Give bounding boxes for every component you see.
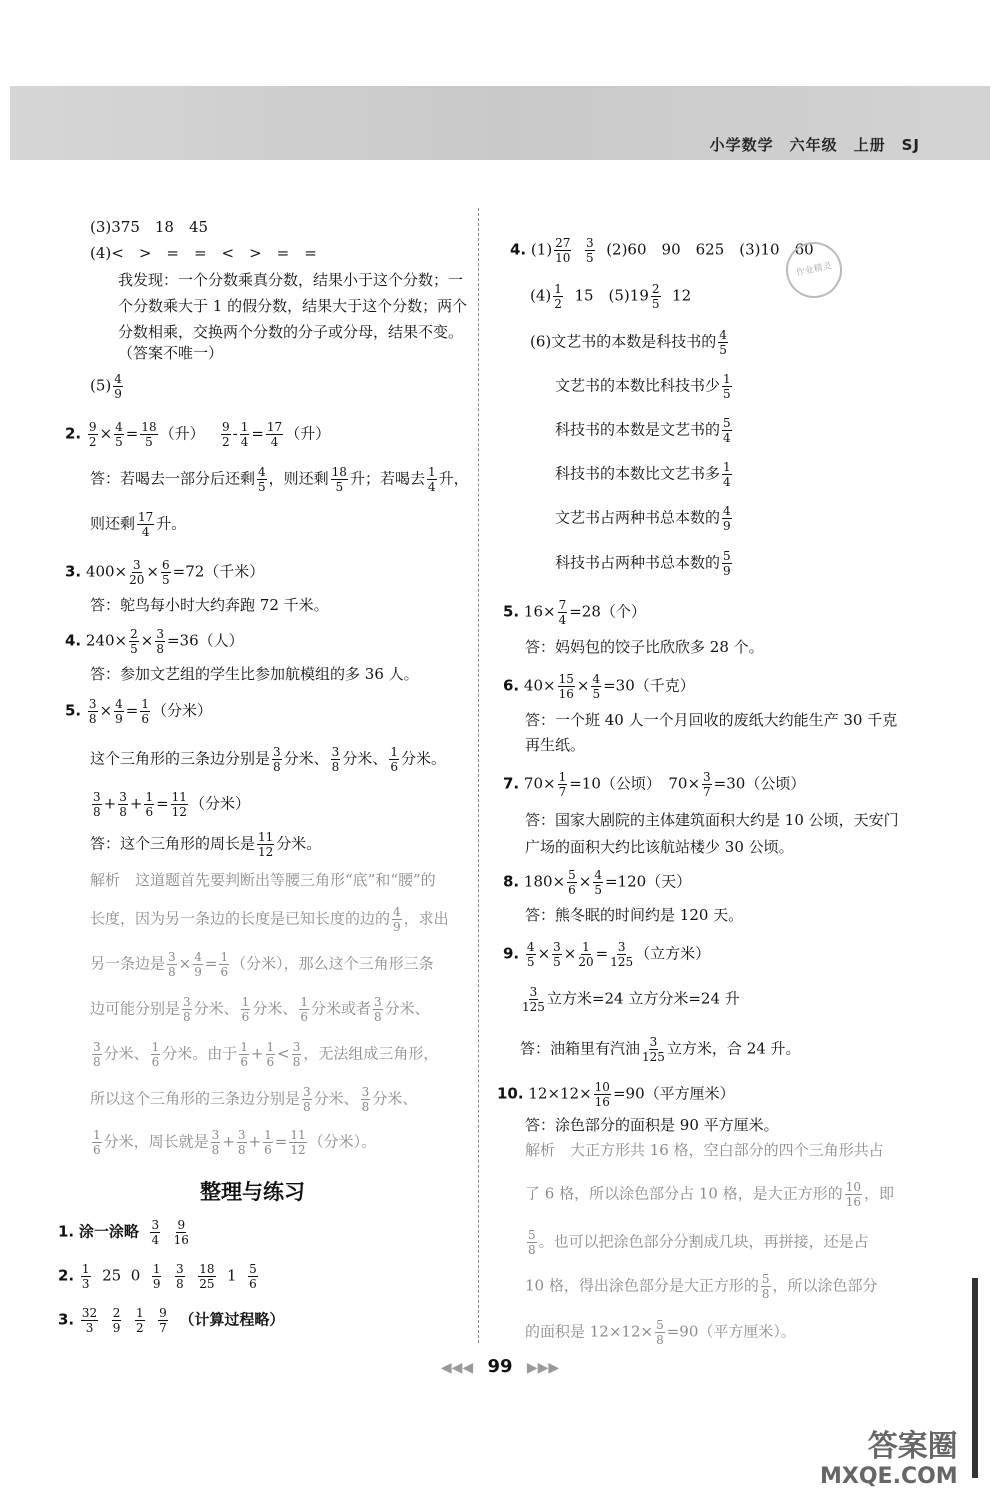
fraction: $\frac{3}{8}$ — [119, 790, 127, 819]
right-q4-6: (6)文艺书的本数是科技书的 $\frac{4}{5}$ — [530, 328, 727, 357]
fraction: $\frac{1}{6}$ — [220, 950, 229, 979]
text-line: 我发现：一个分数乘真分数，结果小于这个分数；一 — [118, 271, 464, 289]
fraction: $\frac{1}{4}$ — [723, 460, 731, 489]
fraction: $\frac{3}{8}$ — [176, 1262, 184, 1291]
explanation-line: 另一条边是 $\frac{3}{8}$ × $\frac{4}{9}$ = $\frac{1}{6}$ （分米），那么这个三角形三条 — [90, 950, 434, 979]
fraction: $\frac{4}{9}$ — [393, 905, 401, 934]
fraction: $\frac{11}{12}$ — [290, 1128, 306, 1157]
question-5-answer: 答：这个三角形的周长是 $\frac{11}{12}$ 分米。 — [90, 830, 322, 859]
fraction: $\frac{4}{9}$ — [194, 950, 202, 979]
fraction: $\frac{3}{8}$ — [183, 995, 191, 1024]
fraction: $\frac{5}{4}$ — [723, 416, 731, 445]
fraction: $\frac{4}{5}$ — [592, 672, 601, 701]
right-q10-answer: 答：涂色部分的面积是 90 平方厘米。 — [525, 1116, 779, 1134]
fraction: $\frac{3}{20}$ — [129, 558, 145, 587]
fraction: $\frac{3}{8}$ — [292, 1040, 301, 1069]
explanation-line: 解析 大正方形共 16 格，空白部分的四个三角形共占 — [525, 1141, 884, 1159]
question-2-equation: 2. $\frac{9}{2}$ × $\frac{4}{5}$ = $\frac{18}{5}$ （升） $\frac{9}{2}$ - $\frac{1}{4}$ = $\frac{17}{4}$ （升） — [65, 420, 331, 449]
explanation-line: 了 6 格，所以涂色部分占 10 格，是大正方形的 $\frac{10}{16}$ ，即 — [525, 1180, 895, 1209]
fraction: $\frac{3}{5}$ — [586, 236, 594, 265]
text-line: 个分数乘大于 1 的假分数，结果大于这个分数；两个 — [118, 297, 468, 315]
question-3-equation: 3. 400× $\frac{3}{20}$ × $\frac{6}{5}$ =72（千米） — [65, 558, 265, 587]
right-q8-answer: 答：熊冬眠的时间约是 120 天。 — [525, 906, 744, 924]
stamp-logo: 作业精灵 — [781, 237, 847, 303]
fraction: $\frac{3}{8}$ — [88, 697, 97, 726]
fraction: $\frac{3}{8}$ — [237, 1128, 246, 1157]
fraction: $\frac{1}{4}$ — [240, 420, 249, 449]
question-4-equation: 4. 240× $\frac{2}{5}$ × $\frac{3}{8}$ =36（人） — [65, 627, 244, 656]
explanation-line: 10 格，得出涂色部分是大正方形的 $\frac{5}{8}$ ，所以涂色部分 — [525, 1272, 878, 1301]
fraction: $\frac{4}{5}$ — [719, 328, 727, 357]
fraction: $\frac{3}{8}$ — [303, 1085, 311, 1114]
practice-2: 2. $\frac{1}{3}$ 25 0 $\frac{1}{9}$ $\frac{3}{8}$ $\frac{18}{25}$ 1 $\frac{5}{6}$ — [58, 1262, 257, 1291]
answer-line: (4)< > = = < > = = — [90, 244, 317, 262]
column-divider — [478, 208, 479, 1343]
fraction: $\frac{3}{8}$ — [168, 950, 176, 979]
fraction: $\frac{3}{8}$ — [361, 1085, 370, 1114]
fraction: $\frac{3}{4}$ — [151, 1218, 160, 1247]
right-q5-answer: 答：妈妈包的饺子比欣欣多 28 个。 — [525, 638, 764, 656]
explanation-line: 所以这个三角形的三条边分别是 $\frac{3}{8}$ 分米、 $\frac{3}{8}$ 分米、 — [90, 1085, 418, 1114]
right-q10-equation: 10. 12×12× $\frac{10}{16}$ =90（平方厘米） — [497, 1080, 735, 1109]
fraction: $\frac{9}{7}$ — [159, 1306, 167, 1335]
fraction: $\frac{3}{5}$ — [553, 940, 561, 969]
question-2-answer: 答：若喝去一部分后还剩 $\frac{4}{5}$ ，则还剩 $\frac{18}{5}$ 升；若喝去 $\frac{1}{4}$ 升， — [90, 465, 469, 494]
fraction: $\frac{3}{125}$ — [522, 985, 545, 1014]
fraction: $\frac{1}{2}$ — [135, 1306, 144, 1335]
fraction: $\frac{1}{2}$ — [554, 282, 562, 311]
fraction: $\frac{4}{9}$ — [115, 697, 123, 726]
right-q7-equation: 7. 70× $\frac{1}{7}$ =10（公顷） 70× $\frac{3}{7}$ =30（公顷） — [503, 770, 806, 799]
fraction: $\frac{1}{6}$ — [264, 1128, 272, 1157]
fraction: $\frac{3}{8}$ — [273, 745, 281, 774]
right-q6-answer: 答：一个班 40 人一个月回收的废纸大约能生产 30 千克 — [525, 711, 898, 729]
fraction: $\frac{15}{16}$ — [558, 672, 574, 701]
fraction: $\frac{11}{12}$ — [171, 790, 187, 819]
fraction: $\frac{4}{5}$ — [526, 940, 535, 969]
text-line: （答案不唯一） — [118, 344, 224, 362]
explanation-line: 长度，因为另一条边的长度是已知长度的边的 $\frac{4}{9}$ ，求出 — [90, 905, 449, 934]
explanation-line: $\frac{5}{8}$ 。也可以把涂色部分分割成几块，再拼接，还是占 — [528, 1228, 869, 1257]
right-q9-conversion: $\frac{3}{125}$ 立方米=24 立方分米=24 升 — [522, 985, 740, 1014]
fraction: $\frac{5}{8}$ — [528, 1228, 536, 1257]
fraction: $\frac{6}{5}$ — [161, 558, 170, 587]
explanation-line: 解析 这道题首先要判断出等腰三角形“底”和“腰”的 — [90, 871, 436, 889]
fraction: $\frac{1}{3}$ — [81, 1262, 90, 1291]
fraction: $\frac{2}{9}$ — [112, 1306, 121, 1335]
right-q4-6: 科技书的本数是文艺书的 $\frac{5}{4}$ — [555, 416, 731, 445]
fraction: $\frac{5}{8}$ — [656, 1318, 664, 1347]
practice-3: 3. $\frac{32}{3}$ $\frac{2}{9}$ $\frac{1}{2}$ $\frac{9}{7}$ （计算过程略） — [58, 1306, 285, 1335]
question-2-answer: 则还剩 $\frac{17}{4}$ 升。 — [90, 510, 187, 539]
fraction: $\frac{7}{4}$ — [558, 598, 567, 627]
fraction: $\frac{1}{6}$ — [141, 697, 149, 726]
fraction: $\frac{3}{8}$ — [331, 745, 340, 774]
fraction: $\frac{3}{8}$ — [93, 1040, 101, 1069]
question-5-sum: $\frac{3}{8}$ + $\frac{3}{8}$ + $\frac{1}{6}$ = $\frac{11}{12}$ （分米） — [93, 790, 250, 819]
question-4-answer: 答：参加文艺组的学生比参加航模组的多 36 人。 — [90, 665, 419, 683]
prev-arrows-icon: ◀◀◀ — [440, 1360, 474, 1376]
fraction: $\frac{3}{8}$ — [211, 1128, 220, 1157]
fraction: $\frac{1}{6}$ — [390, 745, 398, 774]
fraction: $\frac{4}{5}$ — [115, 420, 123, 449]
right-q9-answer: 答：油箱里有汽油 $\frac{3}{125}$ 立方米，合 24 升。 — [520, 1035, 801, 1064]
fraction: $\frac{4}{9}$ — [114, 372, 122, 401]
fraction: $\frac{10}{16}$ — [845, 1180, 861, 1209]
fraction: $\frac{18}{5}$ — [331, 465, 347, 494]
fraction: $\frac{3}{8}$ — [156, 627, 164, 656]
page-footer — [0, 1356, 1000, 1377]
right-q7-answer: 广场的面积大约比该航站楼少 30 公顷。 — [525, 838, 794, 856]
fraction: $\frac{17}{4}$ — [266, 420, 283, 449]
section-title: 整理与练习 — [200, 1180, 305, 1204]
fraction: $\frac{3}{125}$ — [610, 940, 634, 969]
fraction: $\frac{1}{4}$ — [427, 465, 436, 494]
right-q7-answer: 答：国家大剧院的主体建筑面积大约是 10 公顷，天安门 — [525, 811, 899, 829]
fraction: $\frac{5}{8}$ — [761, 1272, 770, 1301]
fraction: $\frac{17}{4}$ — [138, 510, 154, 539]
fraction: $\frac{1}{6}$ — [266, 1040, 275, 1069]
fraction: $\frac{1}{7}$ — [558, 770, 567, 799]
fraction: $\frac{3}{8}$ — [373, 995, 382, 1024]
right-q4-line: (4) $\frac{1}{2}$ 15 (5)19 $\frac{2}{5}$ 12 — [530, 282, 692, 311]
right-q8-equation: 8. 180× $\frac{5}{6}$ × $\frac{4}{5}$ =120（天） — [503, 868, 692, 897]
fraction: $\frac{32}{3}$ — [81, 1306, 98, 1335]
fraction: $\frac{4}{9}$ — [723, 504, 731, 533]
right-q4-6: 文艺书的本数比科技书少 $\frac{1}{5}$ — [555, 372, 731, 401]
fraction: $\frac{1}{6}$ — [241, 995, 250, 1024]
question-3-answer: 答：鸵鸟每小时大约奔跑 72 千米。 — [90, 596, 329, 614]
fraction: $\frac{11}{12}$ — [258, 830, 274, 859]
practice-1: 1. 涂一涂略 $\frac{3}{4}$ $\frac{9}{16}$ — [58, 1218, 189, 1247]
answer-line: (5) $\frac{4}{9}$ — [90, 372, 122, 401]
explanation-line: 边可能分别是 $\frac{3}{8}$ 分米、 $\frac{1}{6}$ 分米、 $\frac{1}{6}$ 分米或者 $\frac{3}{8}$ 分米、 — [90, 995, 430, 1024]
header-title: 小学数学 六年级 上册 SJ — [709, 136, 920, 154]
fraction: $\frac{1}{6}$ — [151, 1040, 160, 1069]
fraction: $\frac{3}{125}$ — [642, 1035, 665, 1064]
fraction: $\frac{1}{5}$ — [723, 372, 731, 401]
right-q4-6: 科技书占两种书总本数的 $\frac{5}{9}$ — [555, 549, 731, 578]
right-q4-line: 4. (1) $\frac{27}{10}$ $\frac{3}{5}$ (2)60 90 625 (3)10 60 — [510, 236, 814, 265]
fraction: $\frac{10}{16}$ — [594, 1080, 610, 1109]
fraction: $\frac{2}{5}$ — [130, 627, 138, 656]
fraction: $\frac{1}{6}$ — [93, 1128, 101, 1157]
fraction: $\frac{4}{5}$ — [258, 465, 266, 494]
fraction: $\frac{9}{2}$ — [88, 420, 97, 449]
fraction: $\frac{18}{25}$ — [199, 1262, 215, 1291]
question-5-equation: 5. $\frac{3}{8}$ × $\frac{4}{9}$ = $\frac{1}{6}$ （分米） — [65, 697, 213, 726]
fraction: $\frac{5}{6}$ — [568, 868, 576, 897]
explanation-line: 的面积是 12×12× $\frac{5}{8}$ =90（平方厘米）。 — [525, 1318, 796, 1347]
fraction: $\frac{1}{6}$ — [145, 790, 154, 819]
answer-line: (3)375 18 45 — [90, 218, 209, 236]
fraction: $\frac{9}{16}$ — [173, 1218, 189, 1247]
fraction: $\frac{3}{7}$ — [703, 770, 711, 799]
right-q4-6: 文艺书占两种书总本数的 $\frac{4}{9}$ — [555, 504, 731, 533]
fraction: $\frac{3}{8}$ — [93, 790, 101, 819]
fraction: $\frac{18}{5}$ — [141, 420, 157, 449]
question-5-sides: 这个三角形的三条边分别是 $\frac{3}{8}$ 分米、 $\frac{3}{8}$ 分米、 $\frac{1}{6}$ 分米。 — [90, 745, 446, 774]
fraction: $\frac{5}{9}$ — [723, 549, 731, 578]
fraction: $\frac{27}{10}$ — [555, 236, 571, 265]
fraction: $\frac{5}{6}$ — [249, 1262, 257, 1291]
text-line: 分数相乘，交换两个分数的分子或分母，结果不变。 — [118, 323, 464, 341]
next-arrows-icon: ▶▶▶ — [526, 1360, 560, 1376]
fraction: $\frac{1}{6}$ — [300, 995, 308, 1024]
right-q6-equation: 6. 40× $\frac{15}{16}$ × $\frac{4}{5}$ =30（千克） — [503, 672, 695, 701]
right-q5-equation: 5. 16× $\frac{7}{4}$ =28（个） — [503, 598, 646, 627]
right-q4-6: 科技书的本数比文艺书多 $\frac{1}{4}$ — [555, 460, 731, 489]
right-q9-equation: 9. $\frac{4}{5}$ × $\frac{3}{5}$ × $\frac{1}{20}$ = $\frac{3}{125}$ （立方米） — [503, 940, 711, 969]
fraction: $\frac{9}{2}$ — [221, 420, 230, 449]
watermark-logo: 答案圈 MXQE.COM — [820, 1429, 958, 1489]
right-q6-answer: 再生纸。 — [525, 736, 586, 754]
fraction: $\frac{4}{5}$ — [594, 868, 602, 897]
fraction: $\frac{1}{6}$ — [240, 1040, 248, 1069]
fraction: $\frac{2}{5}$ — [651, 282, 660, 311]
fraction: $\frac{1}{9}$ — [152, 1262, 161, 1291]
explanation-line: $\frac{3}{8}$ 分米、 $\frac{1}{6}$ 分米。由于 $\frac{1}{6}$ + $\frac{1}{6}$ < $\frac{3}{8}$ ，无法组成三角形， — [93, 1040, 439, 1069]
page-edge-shadow — [972, 1278, 978, 1478]
fraction: $\frac{1}{20}$ — [578, 940, 594, 969]
page-number: 99 — [487, 1356, 513, 1377]
explanation-line: $\frac{1}{6}$ 分米，周长就是 $\frac{3}{8}$ + $\frac{3}{8}$ + $\frac{1}{6}$ = $\frac{11}{12}$ （分米）。 — [93, 1128, 377, 1157]
